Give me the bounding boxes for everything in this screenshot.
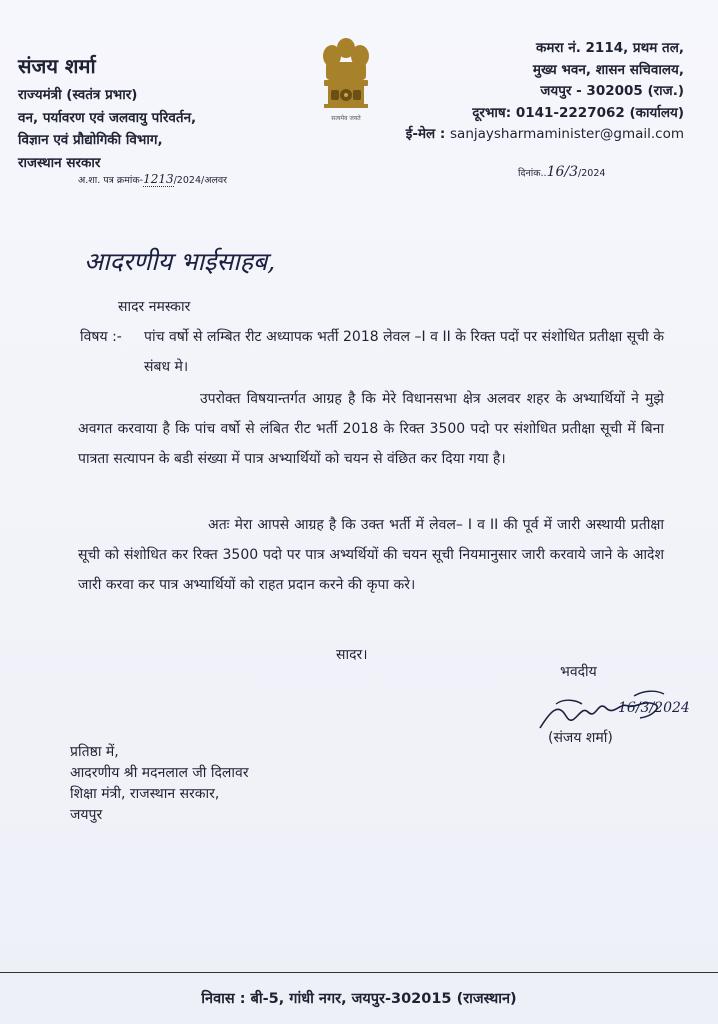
national-emblem-icon: [318, 34, 374, 124]
sender-designation: [18, 84, 196, 174]
yours-faithfully: भवदीय: [560, 664, 597, 680]
date-handwritten: 16/3: [546, 164, 579, 180]
email-label: ई-मेल :: [405, 126, 446, 142]
sender-name: संजय शर्मा: [18, 54, 96, 78]
letter-number-handwritten: 1213: [143, 172, 174, 186]
recipient-line: शिक्षा मंत्री, राजस्थान सरकार,: [70, 786, 220, 802]
body-paragraph-1: उपरोक्त विषयान्तर्गत आग्रह है कि मेरे विधानसभा क्षेत्र अलवर शहर के अभ्यार्थियों ने मुझे अवगत करवाया है कि पांच वर्षो से लंबित रीट भर्ती 2018 के रिक्त 3500 पदो पर संशोधित प्रतीक्षा सूची में बिना पात्रता सत्यापन के बडी संख्या में पात्र अभ्यार्थियों को चयन से वंछित कर दिया गया है।: [78, 391, 664, 467]
salutation: आदरणीय भाईसाहब,: [84, 247, 276, 276]
recipient-address: [70, 742, 249, 826]
signatory-name: (संजय शर्मा): [548, 730, 613, 746]
phone-label: दूरभाष:: [472, 104, 512, 121]
office-address: [406, 38, 684, 146]
letter-number: [78, 172, 227, 186]
letter-number-prefix: अ.शा. पत्र क्रमांक-: [78, 175, 144, 186]
recipient-line: जयपुर: [70, 807, 103, 823]
designation-line: वन, पर्यावरण एवं जलवायु परिवर्तन,: [18, 109, 197, 126]
closing: सादर।: [336, 647, 368, 663]
footer-divider: [0, 972, 718, 973]
letter-number-suffix: /2024/अलवर: [173, 175, 228, 186]
designation-line: राजस्थान सरकार: [18, 154, 101, 171]
subject-text: पांच वर्षो से लम्बित रीट अध्यापक भर्ती 2018 लेवल –I व II के रिक्त पदों पर संशोधित प्रतीक्षा सूची के संबध मे।: [144, 329, 664, 375]
designation-line: विज्ञान एवं प्रौद्योगिकी विभाग,: [18, 132, 163, 148]
letter-date: [518, 164, 605, 180]
body-paragraph-2: अतः मेरा आपसे आग्रह है कि उक्त भर्ती में लेवल– I व II की पूर्व में जारी अस्थायी प्रतीक्षा सूची को संशोधित कर रिक्त 3500 पदो पर पात्र अभ्यर्थियों की चयन सूची नियमानुसार जारी करवाये जाने के आदेश जारी करवा कर पात्र अभ्यार्थियों को राहत प्रदान करने की कृपा करे।: [78, 517, 664, 593]
greeting: सादर नमस्कार: [118, 299, 191, 315]
email-line: [406, 124, 684, 146]
date-prefix: दिनांक..: [518, 168, 547, 179]
phone-line: [406, 103, 684, 125]
subject-label: विषय :-: [80, 329, 122, 345]
lion-capital-icon: [318, 34, 374, 114]
recipient-line: प्रतिष्ठा में,: [70, 744, 119, 760]
address-line: मुख्य भवन, शासन सचिवालय,: [532, 61, 684, 78]
recipient-line: आदरणीय श्री मदनलाल जी दिलावर: [70, 765, 249, 781]
designation-line: राज्यमंत्री (स्वतंत्र प्रभार): [18, 87, 138, 103]
address-line: कमरा नं. 2114, प्रथम तल,: [536, 40, 684, 56]
date-suffix: /2024: [578, 168, 606, 179]
emblem-motto: सत्यमेव जयते: [331, 115, 361, 122]
address-line: जयपुर - 302005 (राज.): [540, 83, 684, 99]
residence-address: निवास : बी-5, गांधी नगर, जयपुर-302015 (राजस्थान): [201, 991, 517, 1007]
signature-date: 16/3/2024: [618, 700, 690, 716]
email-value: sanjaysharmaminister@gmail.com: [450, 126, 684, 142]
phone-value: 0141-2227062 (कार्यालय): [515, 104, 684, 121]
